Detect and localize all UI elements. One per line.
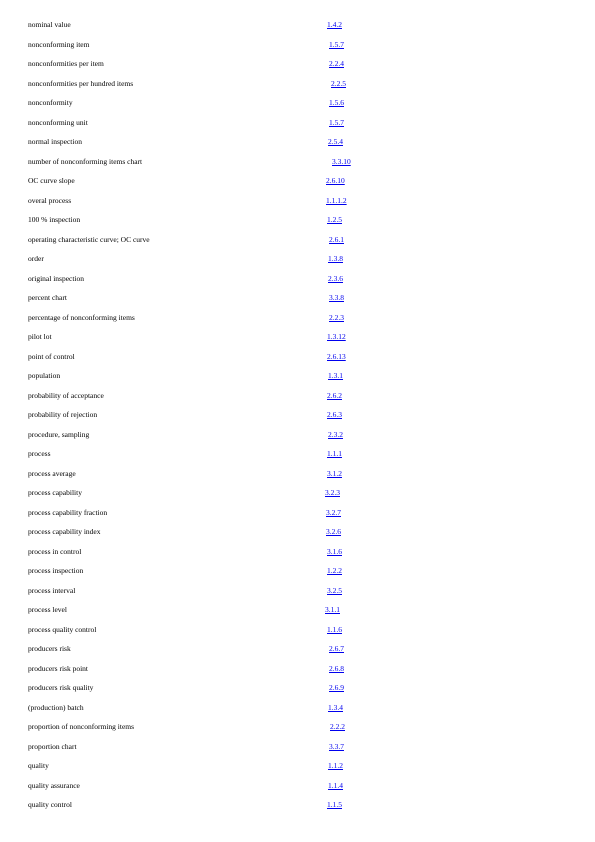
- index-entry: [0, 776, 595, 796]
- index-term: proportion of nonconforming items: [28, 722, 135, 731]
- index-reference-link[interactable]: 1.1.1: [327, 449, 342, 458]
- index-reference-link[interactable]: 2.3.6: [328, 273, 343, 283]
- index-term: original inspection: [28, 273, 85, 283]
- index-entry: [0, 386, 595, 406]
- index-reference-link[interactable]: 1.3.4: [328, 702, 343, 712]
- index-reference-link[interactable]: 1.5.7: [329, 117, 344, 127]
- index-reference-link[interactable]: 1.3.8: [328, 254, 343, 263]
- index-term: nonconforming unit: [28, 117, 88, 127]
- index-reference-link[interactable]: 1.4.2: [327, 20, 342, 29]
- index-entry: [0, 152, 595, 172]
- index-term: overal process: [28, 195, 72, 205]
- index-entry: [0, 620, 595, 640]
- index-entry: [0, 561, 595, 581]
- index-reference-link[interactable]: 1.3.1: [328, 371, 343, 380]
- index-term: population: [28, 371, 61, 380]
- index-reference-link[interactable]: 2.5.4: [328, 137, 343, 146]
- index-term: nominal value: [28, 20, 71, 29]
- index-entry: [0, 15, 595, 35]
- index-term: normal inspection: [28, 137, 82, 146]
- index-entry: [0, 327, 595, 347]
- index-entry: [0, 464, 595, 484]
- index-term: process quality control: [28, 624, 97, 634]
- index-reference-link[interactable]: 2.6.1: [329, 234, 344, 244]
- index-reference-link[interactable]: 3.1.2: [327, 468, 342, 478]
- index-reference-link[interactable]: 1.5.7: [329, 39, 344, 49]
- index-reference-link[interactable]: 1.2.5: [327, 215, 342, 224]
- index-reference-link[interactable]: 1.2.2: [327, 566, 342, 575]
- index-term: process: [28, 449, 51, 458]
- index-reference-link[interactable]: 3.2.7: [326, 507, 341, 517]
- index-reference-link[interactable]: 2.6.7: [329, 644, 344, 653]
- index-reference-link[interactable]: 3.2.6: [326, 527, 341, 536]
- index-term: order: [28, 254, 44, 263]
- index-term: process capability fraction: [28, 507, 108, 517]
- index-term: percent chart: [28, 293, 67, 302]
- index-term: procedure, sampling: [28, 429, 90, 439]
- index-term: proportion chart: [28, 741, 77, 751]
- index-term: process interval: [28, 585, 76, 595]
- index-entry: [0, 795, 595, 815]
- index-term: operating characteristic curve; OC curve: [28, 234, 150, 244]
- index-list: [0, 15, 595, 815]
- index-term: percentage of nonconforming items: [28, 312, 135, 322]
- index-term: OC curve slope: [28, 176, 75, 185]
- index-term: process capability index: [28, 527, 101, 536]
- index-reference-link[interactable]: 3.3.7: [329, 741, 344, 751]
- index-term: producers risk quality: [28, 683, 94, 692]
- index-term: quality assurance: [28, 780, 80, 790]
- index-term: quality control: [28, 800, 72, 809]
- index-entry: [0, 210, 595, 230]
- index-entry: [0, 522, 595, 542]
- index-term: probability of rejection: [28, 410, 98, 419]
- index-reference-link[interactable]: 2.2.3: [329, 312, 344, 322]
- index-entry: [0, 581, 595, 601]
- index-reference-link[interactable]: 1.1.4: [328, 780, 343, 790]
- index-entry: [0, 600, 595, 620]
- index-term: nonconformities per hundred items: [28, 78, 134, 88]
- index-reference-link[interactable]: 1.3.12: [327, 332, 346, 341]
- index-entry: [0, 737, 595, 757]
- index-entry: [0, 347, 595, 367]
- index-term: nonconforming item: [28, 39, 90, 49]
- index-entry: [0, 717, 595, 737]
- index-term: probability of acceptance: [28, 390, 104, 400]
- index-reference-link[interactable]: 3.1.6: [327, 546, 342, 556]
- index-term: (production) batch: [28, 702, 84, 712]
- index-reference-link[interactable]: 2.6.3: [327, 410, 342, 419]
- index-term: process average: [28, 468, 76, 478]
- index-entry: [0, 54, 595, 74]
- index-entry: [0, 308, 595, 328]
- index-term: pilot lot: [28, 332, 52, 341]
- index-entry: [0, 678, 595, 698]
- index-entry: [0, 366, 595, 386]
- index-entry: [0, 113, 595, 133]
- index-entry: [0, 483, 595, 503]
- index-term: nonconformity: [28, 98, 73, 107]
- index-entry: [0, 425, 595, 445]
- index-reference-link[interactable]: 2.2.2: [330, 722, 345, 731]
- index-entry: [0, 191, 595, 211]
- index-reference-link[interactable]: 1.1.6: [327, 624, 342, 634]
- index-reference-link[interactable]: 2.6.13: [327, 351, 346, 361]
- index-reference-link[interactable]: 1.1.1.2: [326, 195, 347, 205]
- index-term: 100 % inspection: [28, 215, 81, 224]
- index-entry: [0, 74, 595, 94]
- index-entry: [0, 93, 595, 113]
- index-term: producers risk: [28, 644, 71, 653]
- index-entry: [0, 444, 595, 464]
- index-reference-link[interactable]: 3.3.10: [332, 156, 351, 166]
- index-entry: [0, 269, 595, 289]
- index-reference-link[interactable]: 1.1.5: [327, 800, 342, 809]
- index-reference-link[interactable]: 2.6.9: [329, 683, 344, 692]
- index-entry: [0, 35, 595, 55]
- index-term: quality: [28, 761, 49, 770]
- index-reference-link[interactable]: 3.2.3: [325, 488, 340, 497]
- index-entry: [0, 230, 595, 250]
- index-reference-link[interactable]: 3.1.1: [325, 605, 340, 614]
- index-entry: [0, 288, 595, 308]
- index-entry: [0, 698, 595, 718]
- index-reference-link[interactable]: 2.3.2: [328, 429, 343, 439]
- index-term: nonconformities per item: [28, 59, 104, 68]
- index-reference-link[interactable]: 3.2.5: [327, 585, 342, 595]
- index-term: process inspection: [28, 566, 84, 575]
- index-entry: [0, 132, 595, 152]
- index-entry: [0, 639, 595, 659]
- index-term: process in control: [28, 546, 82, 556]
- index-reference-link[interactable]: 1.1.2: [328, 761, 343, 770]
- index-reference-link[interactable]: 1.5.6: [329, 98, 344, 107]
- index-entry: [0, 405, 595, 425]
- index-term: producers risk point: [28, 663, 88, 673]
- index-reference-link[interactable]: 2.2.4: [329, 59, 344, 68]
- index-reference-link[interactable]: 3.3.8: [329, 293, 344, 302]
- index-entry: [0, 659, 595, 679]
- index-entry: [0, 503, 595, 523]
- index-entry: [0, 756, 595, 776]
- index-reference-link[interactable]: 2.6.10: [326, 176, 345, 185]
- index-reference-link[interactable]: 2.6.8: [329, 663, 344, 673]
- index-entry: [0, 249, 595, 269]
- index-term: process level: [28, 605, 67, 614]
- index-term: process capability: [28, 488, 82, 497]
- index-entry: [0, 171, 595, 191]
- index-reference-link[interactable]: 2.2.5: [331, 78, 346, 88]
- index-term: point of control: [28, 351, 75, 361]
- index-term: number of nonconforming items chart: [28, 156, 143, 166]
- index-entry: [0, 542, 595, 562]
- index-reference-link[interactable]: 2.6.2: [327, 390, 342, 400]
